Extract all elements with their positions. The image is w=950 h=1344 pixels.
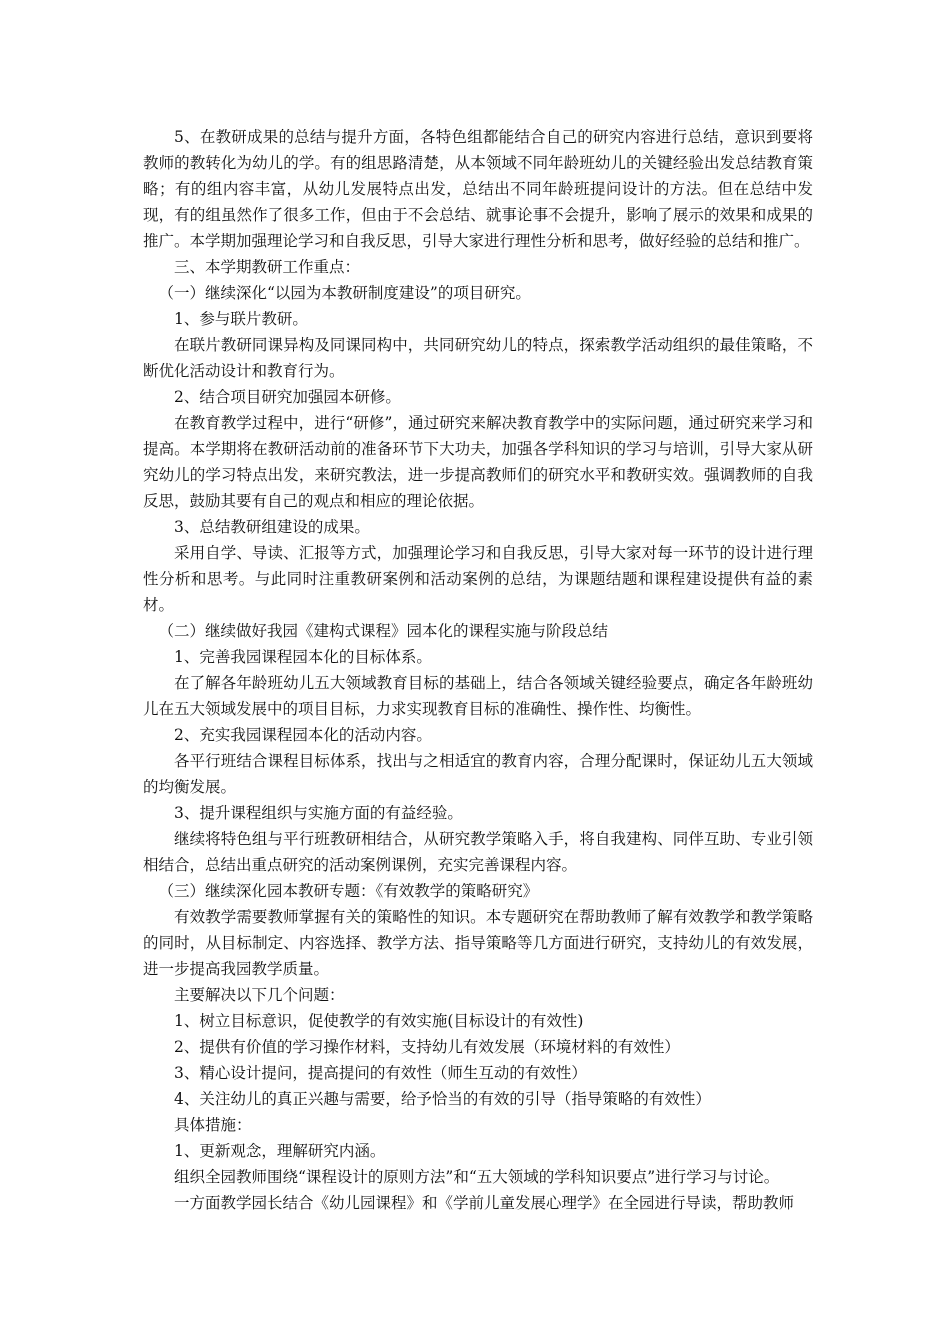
list-item: 1、树立目标意识，促使教学的有效实施(目标设计的有效性)	[174, 1012, 584, 1030]
paragraph-summary-point-5: 5、在教研成果的总结与提升方面，各特色组都能结合自己的研究内容进行总结，意识到要将教师的教转化为幼儿的学。有的组思路清楚，从本领域不同年龄班幼儿的关键经验出发总结教育策略；有的组内容丰富，从幼儿发展特点出发，总结出不同年龄班提问设计的方法。但在总结中发现，有的组虽然作了很多工作，但由于不会总结、就事论事不会提升，影响了展示的效果和成果的推广。本学期加强理论学习和自我反思，引导大家进行理性分析和思考，做好经验的总结和推广。	[143, 128, 813, 250]
paragraph: 采用自学、导读、汇报等方式，加强理论学习和自我反思，引导大家对每一环节的设计进行理性分析和思考。与此同时注重教研案例和活动案例的总结，为课题结题和课程建设提供有益的素材。	[143, 544, 813, 614]
subsection-heading-1: （一）继续深化“以园为本教研制度建设”的项目研究。	[158, 284, 531, 302]
section-heading-3: 三、本学期教研工作重点：	[174, 258, 361, 276]
paragraph: 在教育教学过程中，进行“研修”，通过研究来解决教育教学中的实际问题，通过研究来学习和提高。本学期将在教研活动前的准备环节下大功夫，加强各学科知识的学习与培训，引导大家从研究幼儿的学习特点出发，来研究教法，进一步提高教师们的研究水平和教研实效。强调教师的自我反思，鼓励其要有自己的观点和相应的理论依据。	[143, 414, 813, 510]
list-item: 3、精心设计提问，提高提问的有效性（师生互动的有效性）	[174, 1064, 587, 1082]
paragraph: 有效教学需要教师掌握有关的策略性的知识。本专题研究在帮助教师了解有效教学和教学策略的同时，从目标制定、内容选择、教学方法、指导策略等几方面进行研究，支持幼儿的有效发展，进一步提高我园教学质量。	[143, 908, 813, 978]
paragraph: 各平行班结合课程目标体系，找出与之相适宜的教育内容，合理分配课时，保证幼儿五大领域的均衡发展。	[143, 752, 813, 796]
item-heading: 1、完善我园课程园本化的目标体系。	[174, 648, 432, 666]
item-heading: 1、更新观念，理解研究内涵。	[174, 1142, 386, 1160]
subsection-heading-3: （三）继续深化园本教研专题：《有效教学的策略研究》	[158, 882, 539, 900]
subsection-heading-2: （二）继续做好我园《建构式课程》园本化的课程实施与阶段总结	[158, 622, 609, 640]
item-heading: 1、参与联片教研。	[174, 310, 308, 328]
item-heading: 3、总结教研组建设的成果。	[174, 518, 370, 536]
list-item: 2、提供有价值的学习操作材料，支持幼儿有效发展（环境材料的有效性）	[174, 1038, 680, 1056]
measures-heading: 具体措施：	[174, 1116, 252, 1134]
document-page	[143, 124, 813, 1216]
paragraph: 继续将特色组与平行班教研相结合，从研究教学策略入手，将自我建构、同伴互助、专业引领相结合，总结出重点研究的活动案例课例，充实完善课程内容。	[143, 830, 813, 874]
paragraph: 一方面教学园长结合《幼儿园课程》和《学前儿童发展心理学》在全园进行导读，帮助教师	[174, 1194, 795, 1212]
item-heading: 2、充实我园课程园本化的活动内容。	[174, 726, 432, 744]
item-heading: 2、结合项目研究加强园本研修。	[174, 388, 401, 406]
list-item: 4、关注幼儿的真正兴趣与需要，给予恰当的有效的引导（指导策略的有效性）	[174, 1090, 711, 1108]
paragraph: 在联片教研同课异构及同课同构中，共同研究幼儿的特点，探索教学活动组织的最佳策略，不断优化活动设计和教育行为。	[143, 336, 813, 380]
item-heading: 3、提升课程组织与实施方面的有益经验。	[174, 804, 463, 822]
paragraph: 组织全园教师围绕“课程设计的原则方法”和“五大领域的学科知识要点”进行学习与讨论。	[174, 1168, 780, 1186]
list-intro: 主要解决以下几个问题：	[174, 986, 345, 1004]
paragraph: 在了解各年龄班幼儿五大领域教育目标的基础上，结合各领域关键经验要点，确定各年龄班幼儿在五大领域发展中的项目目标，力求实现教育目标的准确性、操作性、均衡性。	[143, 674, 813, 718]
